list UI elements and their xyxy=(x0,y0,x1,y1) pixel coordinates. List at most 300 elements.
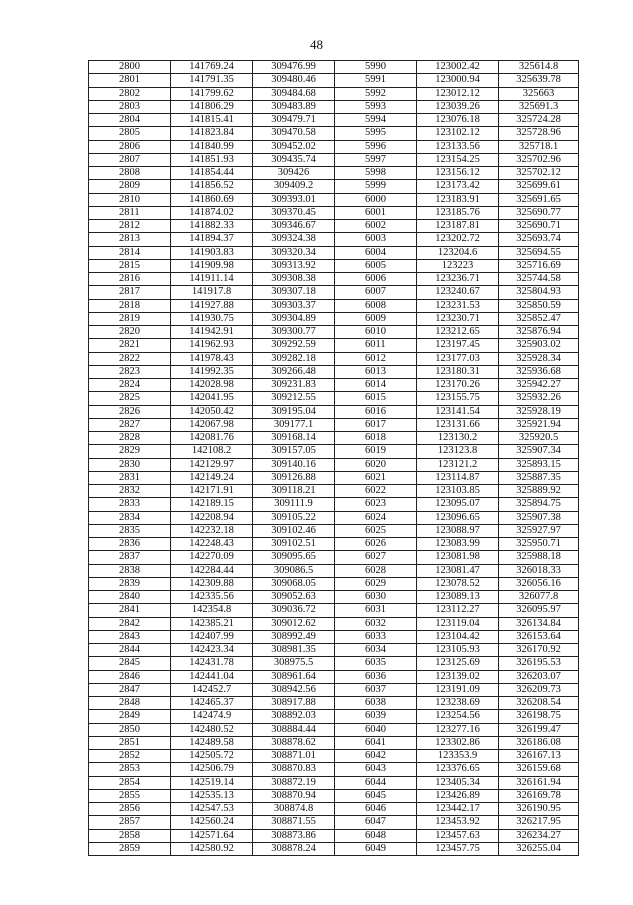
x-coordinate-right-cell: 123353.9 xyxy=(417,750,499,763)
table-row xyxy=(89,458,579,471)
x-coordinate-left-cell: 141903.83 xyxy=(171,246,253,259)
y-coordinate-right-cell: 326153.64 xyxy=(499,630,579,643)
y-coordinate-right-cell: 325927.97 xyxy=(499,524,579,537)
table-row xyxy=(89,803,579,816)
x-coordinate-left-cell: 142067.98 xyxy=(171,418,253,431)
point-number-left-cell: 2813 xyxy=(89,233,171,246)
table-row xyxy=(89,511,579,524)
y-coordinate-right-cell: 325936.68 xyxy=(499,365,579,378)
y-coordinate-right-cell: 325691.65 xyxy=(499,193,579,206)
y-coordinate-left-cell: 308878.62 xyxy=(253,736,335,749)
x-coordinate-left-cell: 142270.09 xyxy=(171,551,253,564)
x-coordinate-right-cell: 123131.66 xyxy=(417,418,499,431)
table-row xyxy=(89,670,579,683)
x-coordinate-left-cell: 141909.98 xyxy=(171,259,253,272)
y-coordinate-left-cell: 309012.62 xyxy=(253,617,335,630)
point-number-left-cell: 2842 xyxy=(89,617,171,630)
point-number-left-cell: 2833 xyxy=(89,498,171,511)
table-row xyxy=(89,750,579,763)
x-coordinate-right-cell: 123236.71 xyxy=(417,273,499,286)
x-coordinate-left-cell: 141992.35 xyxy=(171,365,253,378)
x-coordinate-right-cell: 123139.02 xyxy=(417,670,499,683)
table-row xyxy=(89,312,579,325)
point-number-right-cell: 5996 xyxy=(335,140,417,153)
x-coordinate-right-cell: 123133.56 xyxy=(417,140,499,153)
table-row xyxy=(89,723,579,736)
x-coordinate-right-cell: 123119.04 xyxy=(417,617,499,630)
point-number-right-cell: 6007 xyxy=(335,286,417,299)
x-coordinate-left-cell: 141882.33 xyxy=(171,220,253,233)
x-coordinate-left-cell: 141860.69 xyxy=(171,193,253,206)
point-number-right-cell: 6049 xyxy=(335,842,417,855)
table-row xyxy=(89,140,579,153)
table-row xyxy=(89,432,579,445)
x-coordinate-right-cell: 123457.63 xyxy=(417,829,499,842)
point-number-left-cell: 2844 xyxy=(89,644,171,657)
y-coordinate-right-cell: 325694.55 xyxy=(499,246,579,259)
x-coordinate-right-cell: 123000.94 xyxy=(417,74,499,87)
table-row xyxy=(89,524,579,537)
y-coordinate-right-cell: 325614.8 xyxy=(499,61,579,74)
y-coordinate-left-cell: 309068.05 xyxy=(253,577,335,590)
y-coordinate-right-cell: 326077.8 xyxy=(499,591,579,604)
x-coordinate-right-cell: 123426.89 xyxy=(417,789,499,802)
point-number-left-cell: 2845 xyxy=(89,657,171,670)
y-coordinate-left-cell: 308992.49 xyxy=(253,630,335,643)
point-number-right-cell: 6030 xyxy=(335,591,417,604)
x-coordinate-right-cell: 123089.13 xyxy=(417,591,499,604)
table-row xyxy=(89,114,579,127)
x-coordinate-right-cell: 123105.93 xyxy=(417,644,499,657)
y-coordinate-right-cell: 325850.59 xyxy=(499,299,579,312)
y-coordinate-left-cell: 308892.03 xyxy=(253,710,335,723)
point-number-right-cell: 6028 xyxy=(335,564,417,577)
point-number-right-cell: 6046 xyxy=(335,803,417,816)
table-row xyxy=(89,365,579,378)
point-number-left-cell: 2814 xyxy=(89,246,171,259)
x-coordinate-right-cell: 123231.53 xyxy=(417,299,499,312)
y-coordinate-right-cell: 325921.94 xyxy=(499,418,579,431)
table-row xyxy=(89,577,579,590)
y-coordinate-right-cell: 325932.26 xyxy=(499,392,579,405)
x-coordinate-right-cell: 123187.81 xyxy=(417,220,499,233)
point-number-left-cell: 2847 xyxy=(89,683,171,696)
y-coordinate-right-cell: 325988.18 xyxy=(499,551,579,564)
x-coordinate-left-cell: 141874.02 xyxy=(171,206,253,219)
y-coordinate-right-cell: 325907.34 xyxy=(499,445,579,458)
point-number-left-cell: 2853 xyxy=(89,763,171,776)
coordinates-table xyxy=(88,60,579,856)
y-coordinate-right-cell: 325804.93 xyxy=(499,286,579,299)
y-coordinate-left-cell: 309483.89 xyxy=(253,100,335,113)
y-coordinate-right-cell: 326186.08 xyxy=(499,736,579,749)
x-coordinate-right-cell: 123102.12 xyxy=(417,127,499,140)
y-coordinate-right-cell: 325728.96 xyxy=(499,127,579,140)
y-coordinate-left-cell: 308917.88 xyxy=(253,697,335,710)
x-coordinate-right-cell: 123114.87 xyxy=(417,471,499,484)
x-coordinate-right-cell: 123302.86 xyxy=(417,736,499,749)
y-coordinate-left-cell: 308961.64 xyxy=(253,670,335,683)
point-number-left-cell: 2855 xyxy=(89,789,171,802)
y-coordinate-right-cell: 326167.13 xyxy=(499,750,579,763)
table-row xyxy=(89,683,579,696)
table-row xyxy=(89,379,579,392)
y-coordinate-right-cell: 326170.92 xyxy=(499,644,579,657)
table-row xyxy=(89,538,579,551)
y-coordinate-right-cell: 325893.15 xyxy=(499,458,579,471)
x-coordinate-left-cell: 142171.91 xyxy=(171,485,253,498)
y-coordinate-left-cell: 309105.22 xyxy=(253,511,335,524)
y-coordinate-right-cell: 326209.73 xyxy=(499,683,579,696)
y-coordinate-left-cell: 309036.72 xyxy=(253,604,335,617)
x-coordinate-right-cell: 123240.67 xyxy=(417,286,499,299)
x-coordinate-left-cell: 142284.44 xyxy=(171,564,253,577)
point-number-right-cell: 5991 xyxy=(335,74,417,87)
x-coordinate-right-cell: 123185.76 xyxy=(417,206,499,219)
point-number-right-cell: 6039 xyxy=(335,710,417,723)
point-number-right-cell: 6024 xyxy=(335,511,417,524)
point-number-left-cell: 2801 xyxy=(89,74,171,87)
x-coordinate-left-cell: 141894.37 xyxy=(171,233,253,246)
y-coordinate-right-cell: 325928.19 xyxy=(499,405,579,418)
x-coordinate-right-cell: 123088.97 xyxy=(417,524,499,537)
point-number-right-cell: 6026 xyxy=(335,538,417,551)
point-number-right-cell: 6027 xyxy=(335,551,417,564)
table-row xyxy=(89,392,579,405)
x-coordinate-right-cell: 123277.16 xyxy=(417,723,499,736)
point-number-left-cell: 2840 xyxy=(89,591,171,604)
x-coordinate-left-cell: 142028.98 xyxy=(171,379,253,392)
x-coordinate-right-cell: 123081.98 xyxy=(417,551,499,564)
y-coordinate-right-cell: 326161.94 xyxy=(499,776,579,789)
point-number-right-cell: 5990 xyxy=(335,61,417,74)
point-number-right-cell: 6006 xyxy=(335,273,417,286)
y-coordinate-left-cell: 308871.01 xyxy=(253,750,335,763)
x-coordinate-left-cell: 141854.44 xyxy=(171,167,253,180)
point-number-right-cell: 6005 xyxy=(335,259,417,272)
x-coordinate-right-cell: 123078.52 xyxy=(417,577,499,590)
x-coordinate-left-cell: 142354.8 xyxy=(171,604,253,617)
x-coordinate-left-cell: 142248.43 xyxy=(171,538,253,551)
x-coordinate-left-cell: 141840.99 xyxy=(171,140,253,153)
x-coordinate-right-cell: 123180.31 xyxy=(417,365,499,378)
y-coordinate-left-cell: 308981.35 xyxy=(253,644,335,657)
y-coordinate-right-cell: 326208.54 xyxy=(499,697,579,710)
x-coordinate-left-cell: 141799.62 xyxy=(171,87,253,100)
y-coordinate-left-cell: 308870.94 xyxy=(253,789,335,802)
x-coordinate-left-cell: 142452.7 xyxy=(171,683,253,696)
y-coordinate-left-cell: 309480.46 xyxy=(253,74,335,87)
point-number-right-cell: 6017 xyxy=(335,418,417,431)
x-coordinate-left-cell: 142489.58 xyxy=(171,736,253,749)
x-coordinate-left-cell: 142580.92 xyxy=(171,842,253,855)
x-coordinate-right-cell: 123002.42 xyxy=(417,61,499,74)
table-row xyxy=(89,564,579,577)
point-number-right-cell: 6019 xyxy=(335,445,417,458)
x-coordinate-left-cell: 142441.04 xyxy=(171,670,253,683)
y-coordinate-left-cell: 308871.55 xyxy=(253,816,335,829)
table-row xyxy=(89,471,579,484)
y-coordinate-right-cell: 325744.58 xyxy=(499,273,579,286)
point-number-right-cell: 6045 xyxy=(335,789,417,802)
x-coordinate-right-cell: 123202.72 xyxy=(417,233,499,246)
y-coordinate-left-cell: 309292.59 xyxy=(253,339,335,352)
y-coordinate-left-cell: 308873.86 xyxy=(253,829,335,842)
y-coordinate-right-cell: 325950.71 xyxy=(499,538,579,551)
y-coordinate-right-cell: 326234.27 xyxy=(499,829,579,842)
y-coordinate-right-cell: 325663 xyxy=(499,87,579,100)
point-number-right-cell: 5995 xyxy=(335,127,417,140)
table-row xyxy=(89,485,579,498)
table-row xyxy=(89,736,579,749)
point-number-right-cell: 5998 xyxy=(335,167,417,180)
y-coordinate-left-cell: 309140.16 xyxy=(253,458,335,471)
point-number-right-cell: 6042 xyxy=(335,750,417,763)
point-number-right-cell: 5992 xyxy=(335,87,417,100)
y-coordinate-right-cell: 325894.75 xyxy=(499,498,579,511)
point-number-left-cell: 2826 xyxy=(89,405,171,418)
point-number-right-cell: 6031 xyxy=(335,604,417,617)
point-number-right-cell: 6000 xyxy=(335,193,417,206)
x-coordinate-left-cell: 141942.91 xyxy=(171,326,253,339)
x-coordinate-right-cell: 123081.47 xyxy=(417,564,499,577)
point-number-right-cell: 6001 xyxy=(335,206,417,219)
y-coordinate-left-cell: 309266.48 xyxy=(253,365,335,378)
point-number-left-cell: 2836 xyxy=(89,538,171,551)
y-coordinate-left-cell: 309126.88 xyxy=(253,471,335,484)
x-coordinate-left-cell: 142335.56 xyxy=(171,591,253,604)
point-number-left-cell: 2806 xyxy=(89,140,171,153)
point-number-left-cell: 2824 xyxy=(89,379,171,392)
x-coordinate-right-cell: 123156.12 xyxy=(417,167,499,180)
table-row xyxy=(89,259,579,272)
y-coordinate-right-cell: 326018.33 xyxy=(499,564,579,577)
table-row xyxy=(89,299,579,312)
y-coordinate-right-cell: 326203.07 xyxy=(499,670,579,683)
y-coordinate-right-cell: 326056.16 xyxy=(499,577,579,590)
x-coordinate-right-cell: 123123.8 xyxy=(417,445,499,458)
table-row xyxy=(89,630,579,643)
point-number-right-cell: 6015 xyxy=(335,392,417,405)
x-coordinate-left-cell: 141978.43 xyxy=(171,352,253,365)
x-coordinate-right-cell: 123191.09 xyxy=(417,683,499,696)
x-coordinate-left-cell: 142560.24 xyxy=(171,816,253,829)
x-coordinate-right-cell: 123155.75 xyxy=(417,392,499,405)
y-coordinate-left-cell: 309177.1 xyxy=(253,418,335,431)
x-coordinate-left-cell: 142232.18 xyxy=(171,524,253,537)
y-coordinate-left-cell: 309095.65 xyxy=(253,551,335,564)
x-coordinate-left-cell: 142407.99 xyxy=(171,630,253,643)
point-number-left-cell: 2804 xyxy=(89,114,171,127)
table-row xyxy=(89,206,579,219)
y-coordinate-right-cell: 325887.35 xyxy=(499,471,579,484)
x-coordinate-right-cell: 123177.03 xyxy=(417,352,499,365)
table-row xyxy=(89,286,579,299)
x-coordinate-left-cell: 141911.14 xyxy=(171,273,253,286)
point-number-right-cell: 6014 xyxy=(335,379,417,392)
x-coordinate-right-cell: 123104.42 xyxy=(417,630,499,643)
x-coordinate-left-cell: 141823.84 xyxy=(171,127,253,140)
x-coordinate-left-cell: 142480.52 xyxy=(171,723,253,736)
y-coordinate-right-cell: 326198.75 xyxy=(499,710,579,723)
point-number-right-cell: 6043 xyxy=(335,763,417,776)
y-coordinate-right-cell: 325889.92 xyxy=(499,485,579,498)
table-row xyxy=(89,816,579,829)
x-coordinate-left-cell: 142050.42 xyxy=(171,405,253,418)
table-row xyxy=(89,551,579,564)
x-coordinate-left-cell: 142081.76 xyxy=(171,432,253,445)
point-number-right-cell: 6038 xyxy=(335,697,417,710)
table-row xyxy=(89,180,579,193)
table-row xyxy=(89,644,579,657)
y-coordinate-right-cell: 325690.71 xyxy=(499,220,579,233)
y-coordinate-right-cell: 325942.27 xyxy=(499,379,579,392)
y-coordinate-right-cell: 326190.95 xyxy=(499,803,579,816)
y-coordinate-left-cell: 309484.68 xyxy=(253,87,335,100)
y-coordinate-right-cell: 325702.12 xyxy=(499,167,579,180)
y-coordinate-left-cell: 308942.56 xyxy=(253,683,335,696)
y-coordinate-right-cell: 325639.78 xyxy=(499,74,579,87)
x-coordinate-left-cell: 141815.41 xyxy=(171,114,253,127)
table-row xyxy=(89,617,579,630)
point-number-left-cell: 2841 xyxy=(89,604,171,617)
x-coordinate-left-cell: 142108.2 xyxy=(171,445,253,458)
point-number-left-cell: 2815 xyxy=(89,259,171,272)
x-coordinate-right-cell: 123083.99 xyxy=(417,538,499,551)
x-coordinate-left-cell: 141930.75 xyxy=(171,312,253,325)
point-number-left-cell: 2839 xyxy=(89,577,171,590)
point-number-right-cell: 6010 xyxy=(335,326,417,339)
x-coordinate-right-cell: 123204.6 xyxy=(417,246,499,259)
point-number-right-cell: 6037 xyxy=(335,683,417,696)
y-coordinate-right-cell: 326195.53 xyxy=(499,657,579,670)
y-coordinate-left-cell: 308872.19 xyxy=(253,776,335,789)
y-coordinate-left-cell: 309346.67 xyxy=(253,220,335,233)
x-coordinate-right-cell: 123095.07 xyxy=(417,498,499,511)
point-number-left-cell: 2802 xyxy=(89,87,171,100)
y-coordinate-left-cell: 309168.14 xyxy=(253,432,335,445)
table-row xyxy=(89,697,579,710)
point-number-right-cell: 6021 xyxy=(335,471,417,484)
point-number-left-cell: 2808 xyxy=(89,167,171,180)
point-number-left-cell: 2831 xyxy=(89,471,171,484)
x-coordinate-right-cell: 123405.34 xyxy=(417,776,499,789)
x-coordinate-left-cell: 141962.93 xyxy=(171,339,253,352)
y-coordinate-left-cell: 309212.55 xyxy=(253,392,335,405)
y-coordinate-left-cell: 309111.9 xyxy=(253,498,335,511)
y-coordinate-left-cell: 309409.2 xyxy=(253,180,335,193)
table-row xyxy=(89,246,579,259)
x-coordinate-left-cell: 142519.14 xyxy=(171,776,253,789)
y-coordinate-right-cell: 325903.02 xyxy=(499,339,579,352)
point-number-left-cell: 2821 xyxy=(89,339,171,352)
table-row xyxy=(89,763,579,776)
x-coordinate-right-cell: 123130.2 xyxy=(417,432,499,445)
x-coordinate-left-cell: 141791.35 xyxy=(171,74,253,87)
table-row xyxy=(89,326,579,339)
point-number-left-cell: 2819 xyxy=(89,312,171,325)
x-coordinate-left-cell: 141851.93 xyxy=(171,153,253,166)
point-number-right-cell: 6002 xyxy=(335,220,417,233)
table-row xyxy=(89,352,579,365)
table-row xyxy=(89,193,579,206)
point-number-right-cell: 6034 xyxy=(335,644,417,657)
point-number-left-cell: 2827 xyxy=(89,418,171,431)
x-coordinate-left-cell: 142309.88 xyxy=(171,577,253,590)
y-coordinate-right-cell: 326199.47 xyxy=(499,723,579,736)
table-row xyxy=(89,776,579,789)
point-number-left-cell: 2849 xyxy=(89,710,171,723)
table-row xyxy=(89,127,579,140)
table-row xyxy=(89,153,579,166)
x-coordinate-left-cell: 141806.29 xyxy=(171,100,253,113)
point-number-left-cell: 2837 xyxy=(89,551,171,564)
point-number-right-cell: 6012 xyxy=(335,352,417,365)
x-coordinate-left-cell: 142535.13 xyxy=(171,789,253,802)
point-number-right-cell: 6025 xyxy=(335,524,417,537)
point-number-left-cell: 2859 xyxy=(89,842,171,855)
y-coordinate-left-cell: 309452.02 xyxy=(253,140,335,153)
y-coordinate-right-cell: 326159.68 xyxy=(499,763,579,776)
x-coordinate-right-cell: 123012.12 xyxy=(417,87,499,100)
point-number-left-cell: 2818 xyxy=(89,299,171,312)
point-number-right-cell: 5999 xyxy=(335,180,417,193)
y-coordinate-right-cell: 325928.34 xyxy=(499,352,579,365)
y-coordinate-left-cell: 308884.44 xyxy=(253,723,335,736)
point-number-right-cell: 6029 xyxy=(335,577,417,590)
y-coordinate-left-cell: 309476.99 xyxy=(253,61,335,74)
table-row xyxy=(89,167,579,180)
point-number-right-cell: 6040 xyxy=(335,723,417,736)
y-coordinate-left-cell: 309320.34 xyxy=(253,246,335,259)
point-number-left-cell: 2820 xyxy=(89,326,171,339)
x-coordinate-right-cell: 123376.65 xyxy=(417,763,499,776)
table-row xyxy=(89,74,579,87)
point-number-left-cell: 2809 xyxy=(89,180,171,193)
y-coordinate-left-cell: 309157.05 xyxy=(253,445,335,458)
x-coordinate-right-cell: 123238.69 xyxy=(417,697,499,710)
y-coordinate-right-cell: 326169.78 xyxy=(499,789,579,802)
x-coordinate-left-cell: 142129.97 xyxy=(171,458,253,471)
table-row xyxy=(89,789,579,802)
x-coordinate-right-cell: 123112.27 xyxy=(417,604,499,617)
point-number-left-cell: 2854 xyxy=(89,776,171,789)
point-number-right-cell: 6004 xyxy=(335,246,417,259)
y-coordinate-right-cell: 325716.69 xyxy=(499,259,579,272)
point-number-left-cell: 2805 xyxy=(89,127,171,140)
y-coordinate-left-cell: 309195.04 xyxy=(253,405,335,418)
point-number-left-cell: 2810 xyxy=(89,193,171,206)
x-coordinate-left-cell: 142465.37 xyxy=(171,697,253,710)
y-coordinate-left-cell: 309479.71 xyxy=(253,114,335,127)
x-coordinate-left-cell: 141769.24 xyxy=(171,61,253,74)
x-coordinate-right-cell: 123173.42 xyxy=(417,180,499,193)
table-row xyxy=(89,100,579,113)
x-coordinate-right-cell: 123230.71 xyxy=(417,312,499,325)
x-coordinate-right-cell: 123076.18 xyxy=(417,114,499,127)
y-coordinate-right-cell: 325920.5 xyxy=(499,432,579,445)
x-coordinate-left-cell: 141856.52 xyxy=(171,180,253,193)
point-number-right-cell: 6033 xyxy=(335,630,417,643)
y-coordinate-left-cell: 309304.89 xyxy=(253,312,335,325)
y-coordinate-left-cell: 309370.45 xyxy=(253,206,335,219)
point-number-left-cell: 2830 xyxy=(89,458,171,471)
y-coordinate-left-cell: 309435.74 xyxy=(253,153,335,166)
point-number-left-cell: 2803 xyxy=(89,100,171,113)
x-coordinate-left-cell: 142423.34 xyxy=(171,644,253,657)
x-coordinate-right-cell: 123453.92 xyxy=(417,816,499,829)
x-coordinate-right-cell: 123442.17 xyxy=(417,803,499,816)
